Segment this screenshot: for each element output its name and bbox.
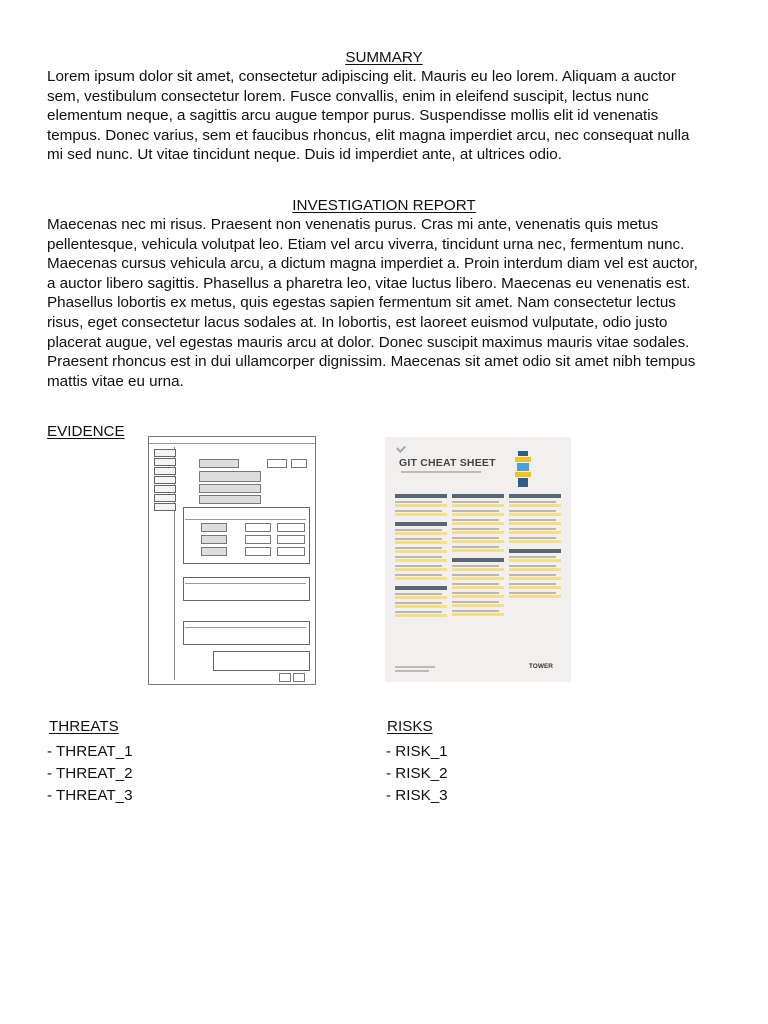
risk-item: - RISK_1 xyxy=(386,743,448,760)
threats-title: THREATS xyxy=(49,718,119,735)
investigation-line: mattis vitae eu urna. xyxy=(47,372,184,390)
summary-line: Lorem ipsum dolor sit amet, consectetur adipiscing elit. Mauris eu leo lorem. Aliquam a auctor xyxy=(47,68,676,85)
investigation-line: Praesent rhoncus est in dui ullamcorper dignissim. Maecenas sit amet odio sit amet nibh tempus xyxy=(47,353,696,371)
threats-list xyxy=(47,741,133,807)
risks-list xyxy=(386,741,448,807)
summary-title: SUMMARY xyxy=(345,49,423,66)
investigation-line: Phasellus lobortis ex metus, quis egestas sapien fermentum sit amet. Nam consectetur lectus xyxy=(47,294,676,312)
investigation-line: placerat augue, vel egestas mauris arcu at dolor. Donec suscipit maximus mauris vitae sodales. xyxy=(47,333,690,351)
investigation-paragraph xyxy=(47,215,727,391)
investigation-line: a auctor libero sagittis. Phasellus a pharetra leo, vitae luctus libero. Maecenas eu venenatis est. xyxy=(47,274,691,292)
summary-paragraph xyxy=(47,67,727,165)
risk-item: - RISK_3 xyxy=(386,787,448,804)
threat-item: - THREAT_3 xyxy=(47,787,133,804)
summary-line: elementum neque, a sagittis arcu augue tempor purus. Suspendisse mollis elit id venenatis xyxy=(47,107,659,125)
evidence-title: EVIDENCE xyxy=(47,423,125,440)
investigation-line: risus, eget consectetur lacus sodales at. In lobortis, est laoreet euismod vulputate, odio justo xyxy=(47,313,668,331)
risks-title: RISKS xyxy=(387,718,433,735)
check-icon xyxy=(396,443,406,453)
investigation-line: Maecenas nec mi risus. Praesent non venenatis purus. Cras mi ante, venenatis quis metus xyxy=(47,216,659,233)
tower-logo-icon xyxy=(515,451,531,487)
cheat-sheet-brand: TOWER xyxy=(528,663,553,670)
evidence-cheat-sheet-image xyxy=(385,437,571,682)
summary-line: mi sed nunc. Ut vitae tincidunt neque. Duis id imperdiet ante, at ultrices odio. xyxy=(47,146,562,164)
investigation-title: INVESTIGATION REPORT xyxy=(292,197,476,214)
investigation-line: Maecenas cursus vehicula arcu, a dictum magna imperdiet a. Proin interdum diam vel est auctor, xyxy=(47,255,698,273)
evidence-wireframe-image xyxy=(148,436,316,685)
risk-item: - RISK_2 xyxy=(386,765,448,782)
threat-item: - THREAT_2 xyxy=(47,765,133,782)
cheat-sheet-title: GIT CHEAT SHEET xyxy=(399,457,496,469)
investigation-line: pellentesque, vehicula volutpat leo. Etiam vel arcu viverra, tincidunt urna nec, fermentum nunc. xyxy=(47,235,685,253)
summary-line: sem, vestibulum consectetur lorem. Fusce convallis, enim in eleifend suscipit, lectus nunc xyxy=(47,87,649,105)
summary-line: tempus. Donec varius, sem et faucibus rhoncus, elit magna imperdiet arcu, nec consequat nulla xyxy=(47,126,690,144)
threat-item: - THREAT_1 xyxy=(47,743,133,760)
